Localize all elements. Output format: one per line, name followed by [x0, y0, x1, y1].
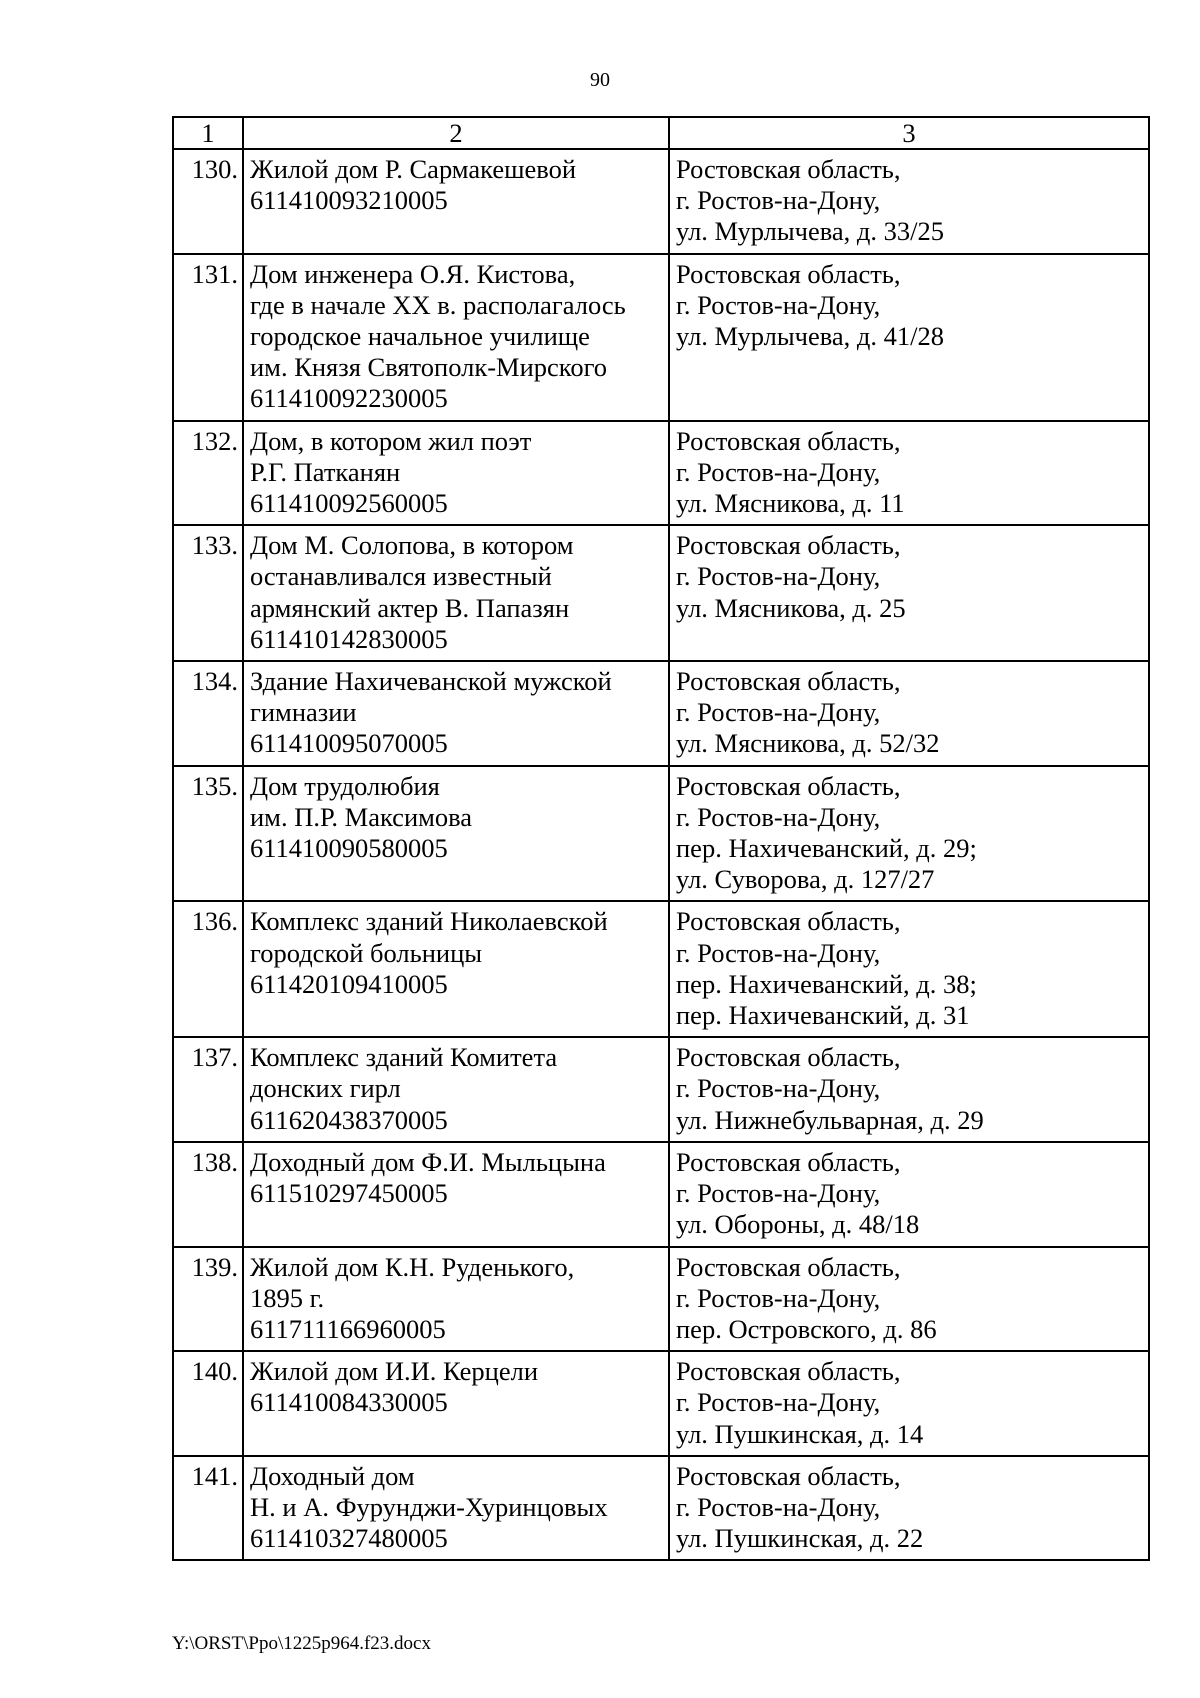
object-name-line: городской больницы — [250, 937, 483, 968]
row-number: 132. — [173, 421, 243, 526]
object-address-line: г. Ростов-на-Дону, — [676, 1491, 881, 1522]
object-name-line: останавливался известный — [250, 561, 552, 592]
object-address-cell — [669, 1351, 1149, 1456]
object-address-cell — [669, 1456, 1149, 1561]
object-address-line: г. Ростов-на-Дону, — [676, 289, 881, 320]
object-name-line: Доходный дом — [250, 1460, 415, 1491]
row-number: 138. — [173, 1142, 243, 1247]
heritage-objects-table — [172, 116, 1150, 1561]
object-address-cell — [669, 661, 1149, 766]
object-address-line: г. Ростов-на-Дону, — [676, 1282, 881, 1313]
table-row — [173, 1142, 1149, 1247]
object-address-cell — [669, 1037, 1149, 1142]
object-address-cell — [669, 1142, 1149, 1247]
object-address-line: ул. Пушкинская, д. 14 — [676, 1418, 924, 1449]
object-address-line: г. Ростов-на-Дону, — [676, 185, 881, 216]
row-number: 140. — [173, 1351, 243, 1456]
object-address-line: ул. Нижнебульварная, д. 29 — [676, 1104, 984, 1135]
object-address-line: г. Ростов-на-Дону, — [676, 1387, 881, 1418]
object-name-line: Жилой дом И.И. Керцели — [250, 1356, 539, 1387]
object-address-line: Ростовская область, — [676, 530, 901, 561]
object-address-line: Ростовская область, — [676, 1356, 901, 1387]
object-name-line: 611410092230005 — [250, 383, 448, 414]
object-name-line: Доходный дом Ф.И. Мыльцына — [250, 1146, 606, 1177]
object-name-line: 611410327480005 — [250, 1523, 448, 1554]
object-name-line: 611711166960005 — [250, 1313, 446, 1344]
object-name-cell — [243, 1351, 669, 1456]
object-address-line: г. Ростов-на-Дону, — [676, 1178, 881, 1209]
table-row — [173, 149, 1149, 254]
object-name-line: 611410095070005 — [250, 728, 448, 759]
object-name-line: 611410090580005 — [250, 833, 448, 864]
object-address-line: пер. Нахичеванский, д. 29; — [676, 833, 977, 864]
object-address-cell — [669, 149, 1149, 254]
object-address-cell — [669, 525, 1149, 661]
object-address-line: ул. Мясникова, д. 52/32 — [676, 728, 940, 759]
object-name-line: им. Князя Святополк-Мирского — [250, 352, 608, 383]
object-name-cell — [243, 1456, 669, 1561]
object-name-line: городское начальное училище — [250, 321, 590, 352]
object-address-cell — [669, 1247, 1149, 1352]
row-number: 139. — [173, 1247, 243, 1352]
object-name-line: Р.Г. Патканян — [250, 456, 401, 487]
row-number: 137. — [173, 1037, 243, 1142]
object-address-line: г. Ростов-на-Дону, — [676, 561, 881, 592]
object-address-line: ул. Пушкинская, д. 22 — [676, 1523, 924, 1554]
table-row — [173, 525, 1149, 661]
object-address-line: пер. Нахичеванский, д. 31 — [676, 1000, 970, 1031]
object-name-line: где в начале XX в. располагалось — [250, 289, 626, 320]
object-name-line: 1895 г. — [250, 1282, 325, 1313]
object-name-line: Жилой дом Р. Сармакешевой — [250, 154, 577, 184]
object-name-line: Дом инженера О.Я. Кистова, — [250, 258, 576, 289]
object-name-line: 611420109410005 — [250, 968, 448, 999]
table-header — [173, 117, 1149, 149]
object-address-line: Ростовская область, — [676, 1146, 901, 1177]
object-address-cell — [669, 901, 1149, 1037]
object-address-line: ул. Мясникова, д. 25 — [676, 592, 906, 623]
object-address-line: Ростовская область, — [676, 425, 901, 456]
object-address-line: Ростовская область, — [676, 258, 901, 289]
object-address-line: Ростовская область, — [676, 906, 901, 937]
object-name-cell — [243, 421, 669, 526]
object-name-line: Н. и А. Фурунджи-Хуринцовых — [250, 1491, 608, 1522]
object-address-line: ул. Мурлычева, д. 33/25 — [676, 216, 945, 247]
object-name-cell — [243, 149, 669, 254]
object-address-line: ул. Суворова, д. 127/27 — [676, 864, 935, 895]
table-row — [173, 901, 1149, 1037]
table-row — [173, 421, 1149, 526]
object-address-cell — [669, 766, 1149, 902]
table-body — [173, 149, 1149, 1560]
object-name-line: 611410142830005 — [250, 623, 448, 654]
object-name-line: 611410084330005 — [250, 1387, 448, 1418]
object-address-line: Ростовская область, — [676, 666, 901, 697]
header-col-2: 2 — [243, 117, 669, 149]
row-number: 130. — [173, 149, 243, 254]
object-name-cell — [243, 1247, 669, 1352]
table-row — [173, 254, 1149, 421]
table-row — [173, 1351, 1149, 1456]
object-name-line: Дом М. Солопова, в котором — [250, 530, 574, 561]
table-row — [173, 1247, 1149, 1352]
row-number: 131. — [173, 254, 243, 421]
table-row — [173, 1456, 1149, 1561]
object-address-line: Ростовская область, — [676, 154, 901, 184]
object-address-line: пер. Нахичеванский, д. 38; — [676, 968, 977, 999]
object-name-line: армянский актер В. Папазян — [250, 592, 570, 623]
object-address-line: г. Ростов-на-Дону, — [676, 801, 881, 832]
object-name-line: донских гирл — [250, 1073, 401, 1104]
row-number: 141. — [173, 1456, 243, 1561]
header-col-3: 3 — [669, 117, 1149, 149]
row-number: 135. — [173, 766, 243, 902]
header-col-1: 1 — [173, 117, 243, 149]
object-address-line: Ростовская область, — [676, 1042, 901, 1073]
object-name-cell — [243, 254, 669, 421]
object-address-line: г. Ростов-на-Дону, — [676, 1073, 881, 1104]
object-name-line: 611410092560005 — [250, 488, 448, 519]
object-name-line: Жилой дом К.Н. Руденького, — [250, 1251, 575, 1282]
object-address-cell — [669, 254, 1149, 421]
object-address-cell — [669, 421, 1149, 526]
object-name-line: Комплекс зданий Николаевской — [250, 906, 608, 937]
object-name-line: гимназии — [250, 697, 357, 728]
object-address-line: Ростовская область, — [676, 1460, 901, 1491]
object-name-cell — [243, 1037, 669, 1142]
row-number: 134. — [173, 661, 243, 766]
object-name-line: Комплекс зданий Комитета — [250, 1042, 558, 1073]
object-name-line: Здание Нахичеванской мужской — [250, 666, 612, 697]
object-name-line: 611410093210005 — [250, 185, 448, 216]
table-row — [173, 766, 1149, 902]
page-number: 90 — [590, 69, 610, 91]
table-row — [173, 661, 1149, 766]
object-name-cell — [243, 766, 669, 902]
row-number: 133. — [173, 525, 243, 661]
object-name-line: 611620438370005 — [250, 1104, 448, 1135]
object-address-line: ул. Обороны, д. 48/18 — [676, 1209, 920, 1240]
object-address-line: ул. Мурлычева, д. 41/28 — [676, 321, 945, 352]
object-name-cell — [243, 525, 669, 661]
object-name-line: Дом трудолюбия — [250, 770, 440, 801]
object-address-line: пер. Островского, д. 86 — [676, 1313, 937, 1344]
object-name-cell — [243, 901, 669, 1037]
row-number: 136. — [173, 901, 243, 1037]
object-address-line: ул. Мясникова, д. 11 — [676, 488, 905, 519]
object-name-cell — [243, 1142, 669, 1247]
object-name-line: им. П.Р. Максимова — [250, 801, 473, 832]
object-address-line: г. Ростов-на-Дону, — [676, 697, 881, 728]
object-address-line: Ростовская область, — [676, 1251, 901, 1282]
object-address-line: г. Ростов-на-Дону, — [676, 937, 881, 968]
header-row — [173, 117, 1149, 149]
object-name-line: Дом, в котором жил поэт — [250, 425, 532, 456]
object-address-line: г. Ростов-на-Дону, — [676, 456, 881, 487]
object-name-line: 611510297450005 — [250, 1178, 448, 1209]
footer-file-path: Y:\ORST\Ppo\1225p964.f23.docx — [172, 1633, 431, 1654]
object-address-line: Ростовская область, — [676, 770, 901, 801]
table-row — [173, 1037, 1149, 1142]
object-name-cell — [243, 661, 669, 766]
